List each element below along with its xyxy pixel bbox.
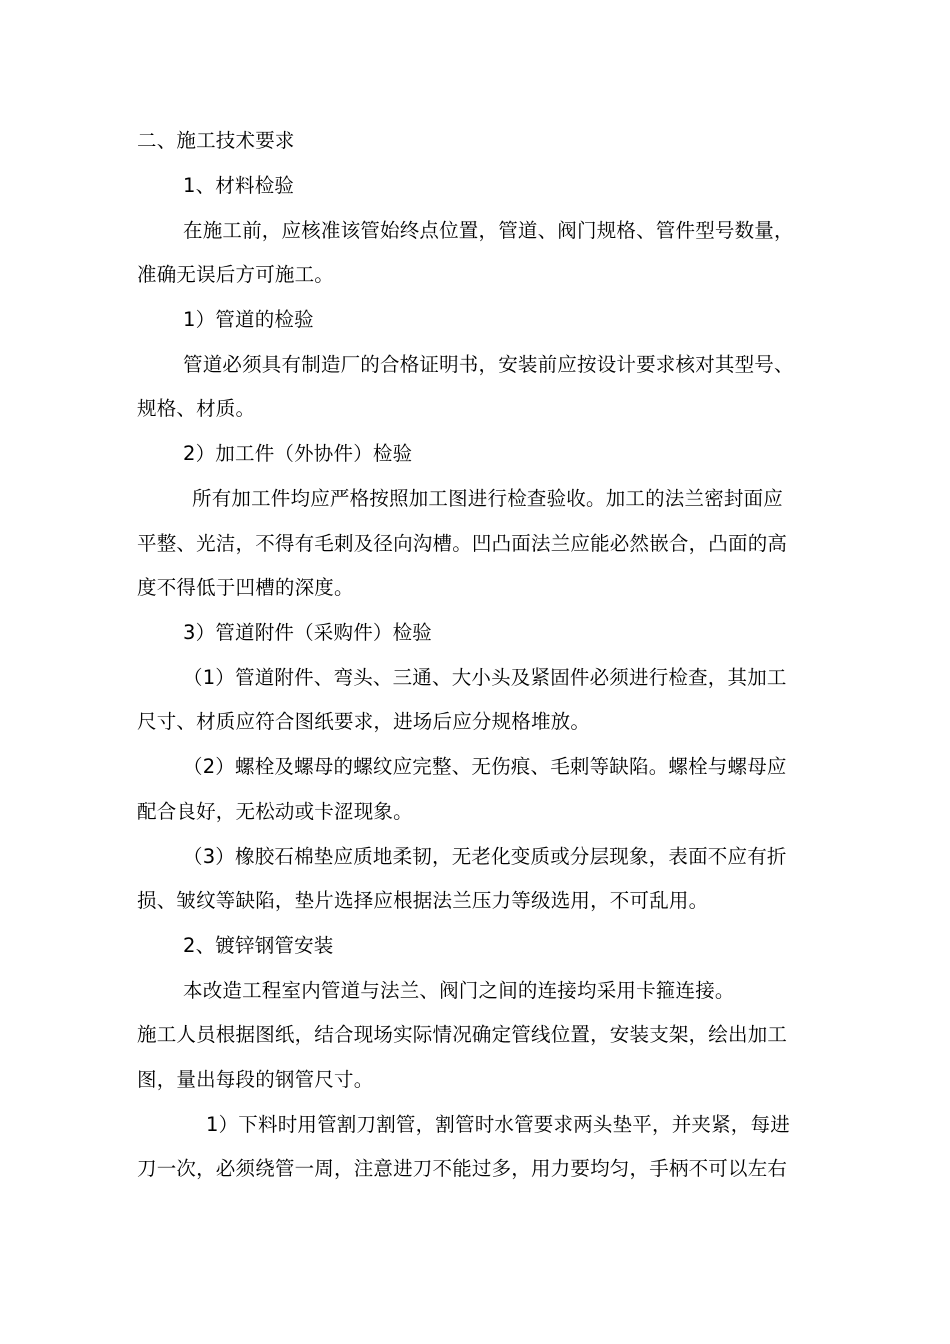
paragraph-line: 度不得低于凹槽的深度。 [137, 576, 354, 599]
paragraph-line: 管道必须具有制造厂的合格证明书，安装前应按设计要求核对其型号、 [183, 353, 794, 376]
paragraph-line: 1）下料时用管割刀割管，割管时水管要求两头垫平，并夹紧，每进 [206, 1113, 790, 1136]
paragraph-line: 规格、材质。 [137, 397, 256, 420]
paragraph-line: （1）管道附件、弯头、三通、大小头及紧固件必须进行检查，其加工 [183, 666, 787, 689]
paragraph-line: 损、皱纹等缺陷，垫片选择应根据法兰压力等级选用，不可乱用。 [137, 889, 709, 912]
paragraph-line: 刀一次，必须绕管一周，注意进刀不能过多，用力要均匀，手柄不可以左右 [137, 1157, 788, 1180]
paragraph-line: 配合良好，无松动或卡涩现象。 [137, 800, 413, 823]
paragraph-line: 所有加工件均应严格按照加工图进行检查验收。加工的法兰密封面应 [192, 487, 784, 510]
subheading-processed-parts-inspection: 2）加工件（外协件）检验 [183, 442, 413, 465]
paragraph-line: 施工人员根据图纸，结合现场实际情况确定管线位置，安装支架，绘出加工 [137, 1023, 788, 1046]
paragraph-line: （2）螺栓及螺母的螺纹应完整、无伤痕、毛刺等缺陷。螺栓与螺母应 [183, 755, 787, 778]
paragraph-line: 本改造工程室内管道与法兰、阀门之间的连接均采用卡箍连接。 [183, 979, 735, 1002]
subheading-galvanized-pipe-installation: 2、镀锌钢管安装 [183, 934, 334, 957]
paragraph-line: （3）橡胶石棉垫应质地柔韧，无老化变质或分层现象，表面不应有折 [183, 845, 787, 868]
subheading-material-inspection: 1、材料检验 [183, 174, 295, 197]
subheading-pipe-fittings-inspection: 3）管道附件（采购件）检验 [183, 621, 433, 644]
subheading-pipe-inspection: 1）管道的检验 [183, 308, 314, 331]
paragraph-line: 在施工前，应核准该管始终点位置，管道、阀门规格、管件型号数量， [183, 219, 794, 242]
paragraph-line: 平整、光洁，不得有毛刺及径向沟槽。凹凸面法兰应能必然嵌合，凸面的高 [137, 532, 788, 555]
paragraph-line: 图，量出每段的钢管尺寸。 [137, 1068, 374, 1091]
paragraph-line: 准确无误后方可施工。 [137, 263, 335, 286]
section-heading-construction-requirements: 二、施工技术要求 [137, 129, 295, 152]
paragraph-line: 尺寸、材质应符合图纸要求，进场后应分规格堆放。 [137, 710, 591, 733]
